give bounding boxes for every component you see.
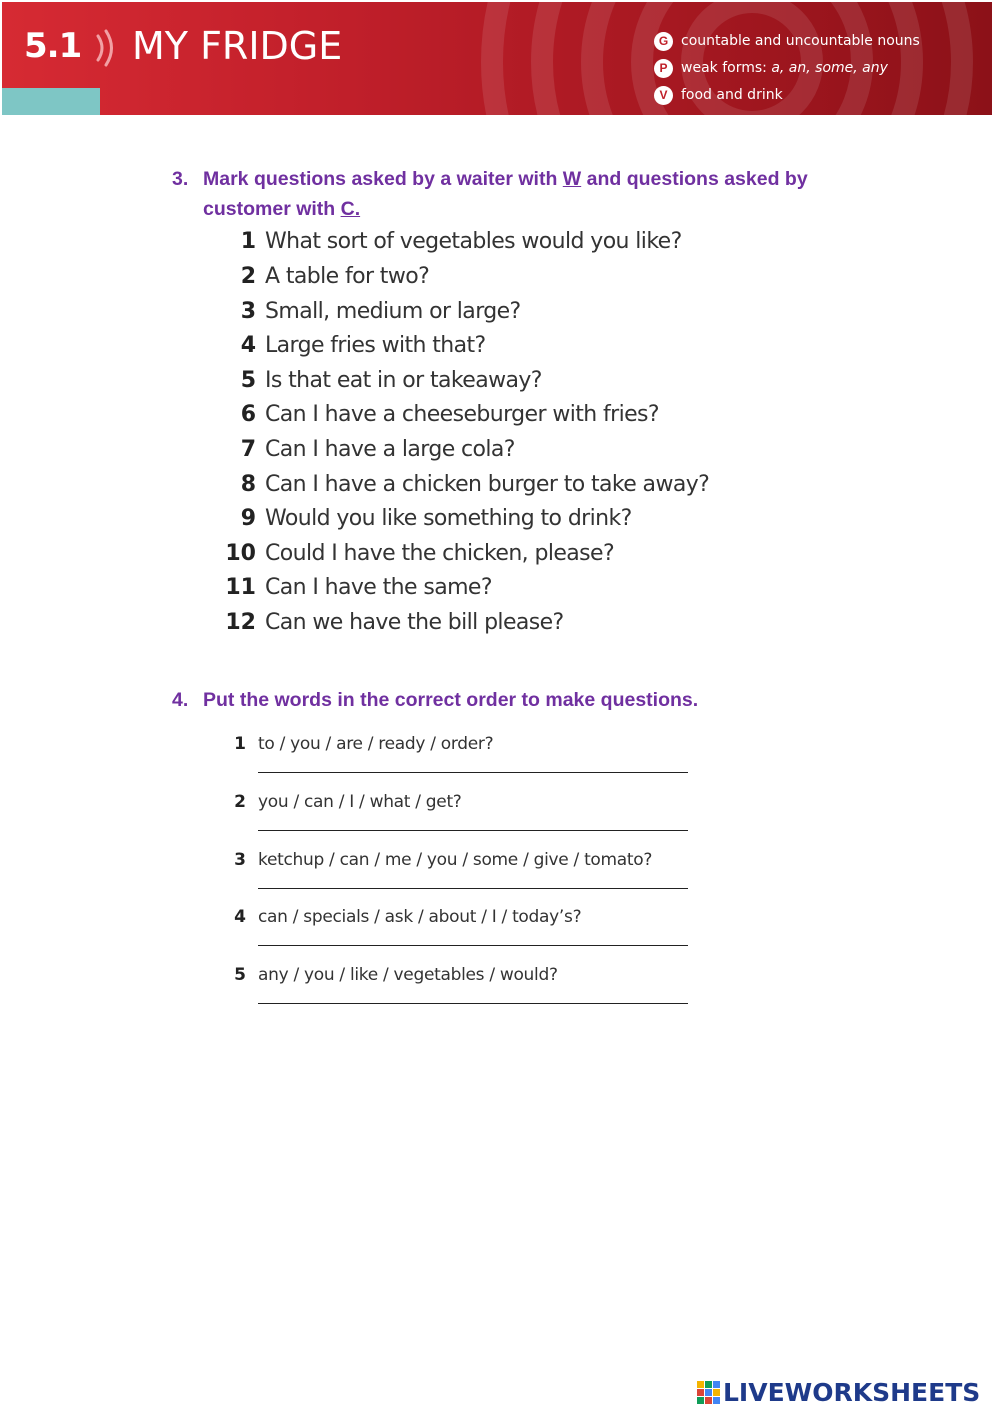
pronunciation-tag bbox=[654, 57, 888, 79]
answer-line[interactable] bbox=[258, 830, 688, 831]
vocabulary-tag bbox=[654, 84, 783, 106]
exercise-3-heading: 3. Mark questions asked by a waiter with W and questions asked by customer with C. bbox=[172, 164, 808, 224]
answer-line[interactable] bbox=[258, 1003, 688, 1004]
liveworksheets-logo[interactable] bbox=[697, 1378, 980, 1407]
order-question-item: 2 you / can / I / what / get? bbox=[233, 792, 693, 850]
order-question-item: 5 any / you / like / vegetables / would? bbox=[233, 965, 693, 1023]
grammar-tag-text: countable and uncountable nouns bbox=[681, 33, 920, 49]
vocabulary-badge: V bbox=[654, 86, 673, 105]
waiter-letter: W bbox=[562, 168, 582, 190]
grammar-tag bbox=[654, 30, 920, 52]
exercise-3-number: 3. bbox=[172, 168, 189, 190]
liveworksheets-logo-icon bbox=[697, 1381, 720, 1404]
order-question-item: 3 ketchup / can / me / you / some / give / tomato? bbox=[233, 850, 693, 908]
vocabulary-tag-text: food and drink bbox=[681, 87, 783, 103]
sound-icon bbox=[94, 28, 118, 68]
answer-line[interactable] bbox=[258, 772, 688, 773]
unit-header-banner bbox=[2, 2, 992, 115]
exercise-4-number: 4. bbox=[172, 689, 189, 711]
pronunciation-tag-text: weak forms: a, an, some, any bbox=[681, 60, 888, 76]
order-question-item: 1 to / you / are / ready / order? bbox=[233, 734, 693, 792]
header-accent-bar bbox=[2, 88, 100, 115]
answer-line[interactable] bbox=[258, 945, 688, 946]
order-question-item: 4 can / specials / ask / about / I / today’s? bbox=[233, 907, 693, 965]
liveworksheets-logo-text: LIVEWORKSHEETS bbox=[723, 1378, 981, 1407]
customer-letter: C. bbox=[340, 198, 361, 220]
unit-title: MY FRIDGE bbox=[132, 24, 343, 68]
exercise-4-heading: 4. Put the words in the correct order to make questions. bbox=[172, 685, 698, 715]
grammar-badge: G bbox=[654, 32, 673, 51]
unit-number: 5.1 bbox=[24, 26, 82, 66]
pronunciation-badge: P bbox=[654, 59, 673, 78]
answer-line[interactable] bbox=[258, 888, 688, 889]
